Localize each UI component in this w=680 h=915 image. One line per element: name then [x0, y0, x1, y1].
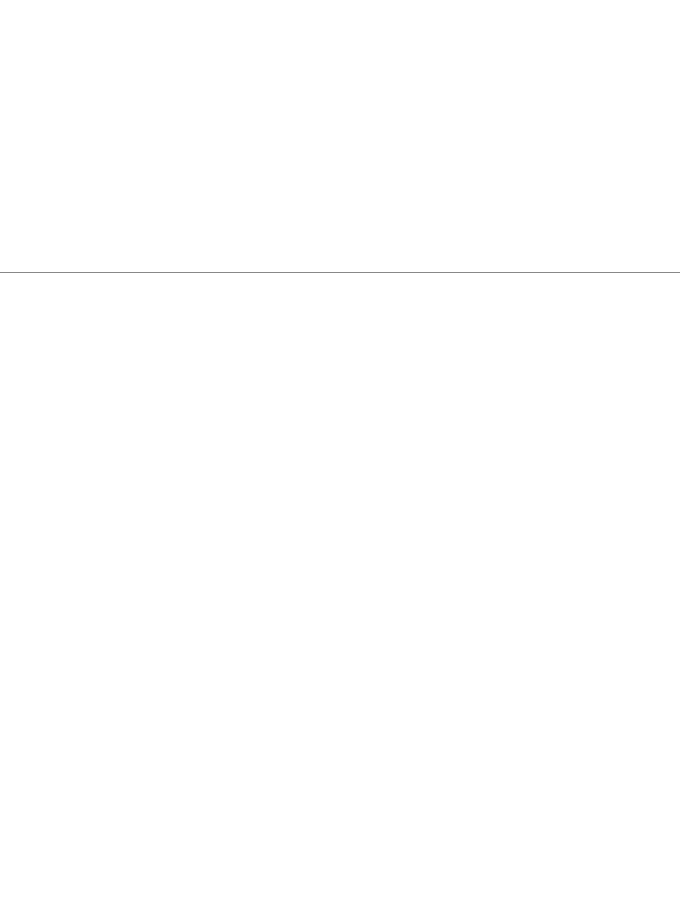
divider	[0, 272, 680, 273]
